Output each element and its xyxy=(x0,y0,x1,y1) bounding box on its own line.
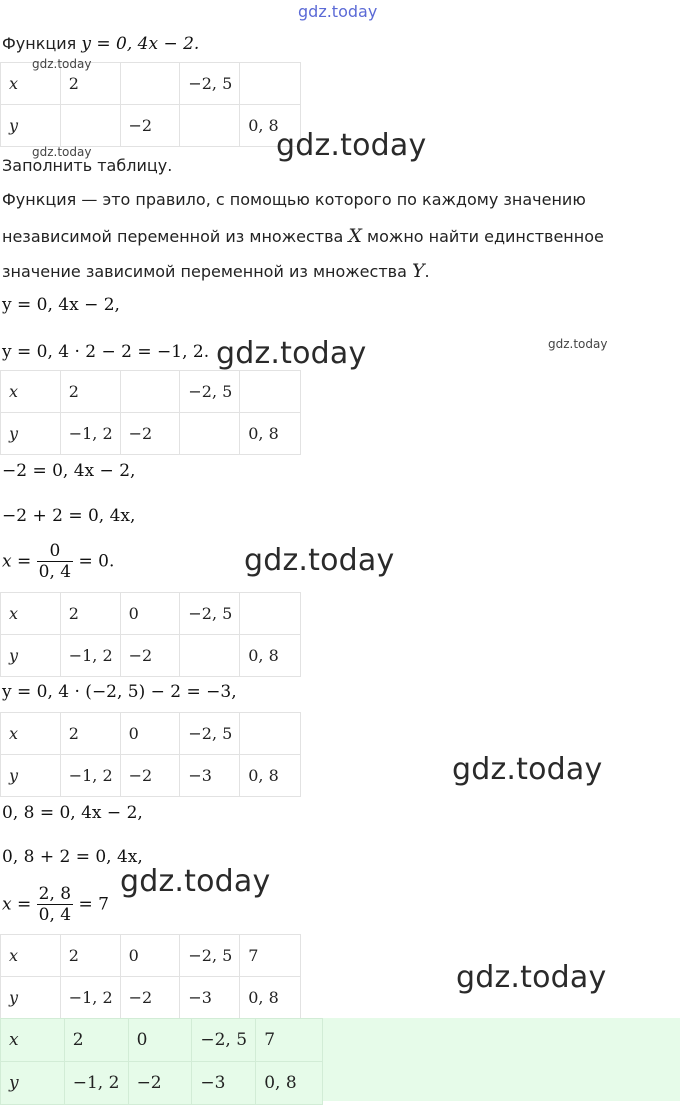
table-cell-header: x xyxy=(1,1019,65,1062)
equation-fraction-step xyxy=(2,884,109,925)
table-row-y xyxy=(1,1062,323,1105)
equation-step: −2 = 0, 4x − 2, xyxy=(2,461,136,481)
table-row-y xyxy=(1,413,301,455)
watermark-big: gdz.today xyxy=(456,960,607,995)
table-row-y xyxy=(1,635,301,677)
fraction xyxy=(37,541,73,582)
definition-variable: Y xyxy=(411,260,425,282)
equation-step: 0, 8 + 2 = 0, 4x, xyxy=(2,847,143,867)
table-cell xyxy=(180,635,240,677)
watermark-top: gdz.today xyxy=(298,2,378,21)
table-cell: 2 xyxy=(60,371,120,413)
table-row-y xyxy=(1,977,301,1019)
table-cell: 0, 8 xyxy=(240,105,301,147)
fraction xyxy=(37,884,73,925)
value-table-1 xyxy=(0,62,301,147)
table-cell-header: y xyxy=(1,977,61,1019)
table-cell: −2 xyxy=(120,977,180,1019)
table-row-x xyxy=(1,371,301,413)
table-cell-header: y xyxy=(1,413,61,455)
table-cell: 0, 8 xyxy=(240,635,301,677)
table-cell: −1, 2 xyxy=(60,635,120,677)
value-table-2 xyxy=(0,370,301,455)
table-cell-header: y xyxy=(1,1062,65,1105)
table-cell: −3 xyxy=(192,1062,256,1105)
table-cell: −2 xyxy=(120,105,180,147)
table-row-x xyxy=(1,1019,323,1062)
function-heading xyxy=(2,34,199,54)
table-cell: 0 xyxy=(120,713,180,755)
watermark-big: gdz.today xyxy=(120,864,271,899)
equation-rhs: = 7 xyxy=(78,894,109,915)
table-cell: −2, 5 xyxy=(180,63,240,105)
table-cell-header: y xyxy=(1,105,61,147)
watermark-big: gdz.today xyxy=(244,543,395,578)
value-table-5 xyxy=(0,934,301,1019)
table-cell-header: y xyxy=(1,635,61,677)
table-cell: 0, 8 xyxy=(240,755,301,797)
definition-text: . xyxy=(424,262,430,281)
table-row-y xyxy=(1,105,301,147)
table-cell: −2 xyxy=(128,1062,192,1105)
table-cell-header: x xyxy=(1,713,61,755)
table-cell-header: x xyxy=(1,935,61,977)
definition-variable: X xyxy=(348,225,362,247)
table-cell: 2 xyxy=(60,63,120,105)
fraction-numerator: 0 xyxy=(37,541,73,562)
table-cell: −1, 2 xyxy=(60,413,120,455)
table-cell: −2 xyxy=(120,635,180,677)
table-cell: −1, 2 xyxy=(60,977,120,1019)
watermark-big: gdz.today xyxy=(216,336,367,371)
watermark-big: gdz.today xyxy=(452,752,603,787)
watermark-small: gdz.today xyxy=(32,57,92,71)
table-cell xyxy=(240,371,301,413)
table-cell xyxy=(240,63,301,105)
table-cell: −2, 5 xyxy=(180,935,240,977)
definition-line-3 xyxy=(2,261,430,282)
definition-text: можно найти единственное xyxy=(367,227,604,246)
table-cell xyxy=(120,63,180,105)
table-cell: 0 xyxy=(120,593,180,635)
equation-step: 0, 8 = 0, 4x − 2, xyxy=(2,803,143,823)
table-cell xyxy=(60,105,120,147)
watermark-big: gdz.today xyxy=(276,128,427,163)
table-row-y xyxy=(1,755,301,797)
value-table-4 xyxy=(0,712,301,797)
table-cell: −2, 5 xyxy=(192,1019,256,1062)
table-cell: −1, 2 xyxy=(60,755,120,797)
table-cell: 2 xyxy=(64,1019,128,1062)
table-cell: 0 xyxy=(120,935,180,977)
equation-step: y = 0, 4 · 2 − 2 = −1, 2. xyxy=(2,342,210,362)
value-table-3 xyxy=(0,592,301,677)
watermark-small: gdz.today xyxy=(548,337,608,351)
function-expression: y = 0, 4x − 2. xyxy=(81,34,200,54)
table-cell: −2 xyxy=(120,755,180,797)
fraction-denominator: 0, 4 xyxy=(38,905,72,925)
table-cell: −2, 5 xyxy=(180,593,240,635)
table-cell: −2, 5 xyxy=(180,371,240,413)
table-cell-header: x xyxy=(1,593,61,635)
table-cell: 7 xyxy=(240,935,301,977)
table-cell: 7 xyxy=(256,1019,323,1062)
table-cell: −3 xyxy=(180,755,240,797)
definition-line-1: Функция — это правило, с помощью которого по каждому значению xyxy=(2,190,586,209)
table-row-x xyxy=(1,935,301,977)
instruction-text: Заполнить таблицу. xyxy=(2,156,173,175)
equation-step: y = 0, 4 · (−2, 5) − 2 = −3, xyxy=(2,682,237,702)
table-cell-header: x xyxy=(1,63,61,105)
equation-lhs: x = xyxy=(2,894,32,915)
table-cell: 2 xyxy=(60,935,120,977)
table-cell xyxy=(240,593,301,635)
table-cell: −1, 2 xyxy=(64,1062,128,1105)
table-cell: 0, 8 xyxy=(240,977,301,1019)
equation-step: y = 0, 4x − 2, xyxy=(2,295,120,315)
table-cell xyxy=(180,413,240,455)
table-cell: −2, 5 xyxy=(180,713,240,755)
table-cell: 2 xyxy=(60,713,120,755)
table-cell-header: y xyxy=(1,755,61,797)
equation-lhs: x = xyxy=(2,551,32,572)
answer-table xyxy=(0,1018,323,1105)
table-cell: 0 xyxy=(128,1019,192,1062)
definition-text: значение зависимой переменной из множества xyxy=(2,262,407,281)
table-cell xyxy=(240,713,301,755)
table-cell: 0, 8 xyxy=(256,1062,323,1105)
table-cell: −3 xyxy=(180,977,240,1019)
table-cell xyxy=(180,105,240,147)
table-cell-header: x xyxy=(1,371,61,413)
table-cell: −2 xyxy=(120,413,180,455)
table-cell xyxy=(120,371,180,413)
equation-fraction-step xyxy=(2,541,114,582)
definition-text: независимой переменной из множества xyxy=(2,227,344,246)
equation-rhs: = 0. xyxy=(78,551,115,572)
table-cell: 2 xyxy=(60,593,120,635)
table-cell: 0, 8 xyxy=(240,413,301,455)
fraction-denominator: 0, 4 xyxy=(38,562,72,582)
fraction-numerator: 2, 8 xyxy=(38,884,72,904)
definition-line-2 xyxy=(2,226,604,247)
equation-step: −2 + 2 = 0, 4x, xyxy=(2,506,136,526)
table-row-x xyxy=(1,593,301,635)
function-word: Функция xyxy=(2,34,77,53)
table-row-x xyxy=(1,713,301,755)
watermark-small: gdz.today xyxy=(32,145,92,159)
